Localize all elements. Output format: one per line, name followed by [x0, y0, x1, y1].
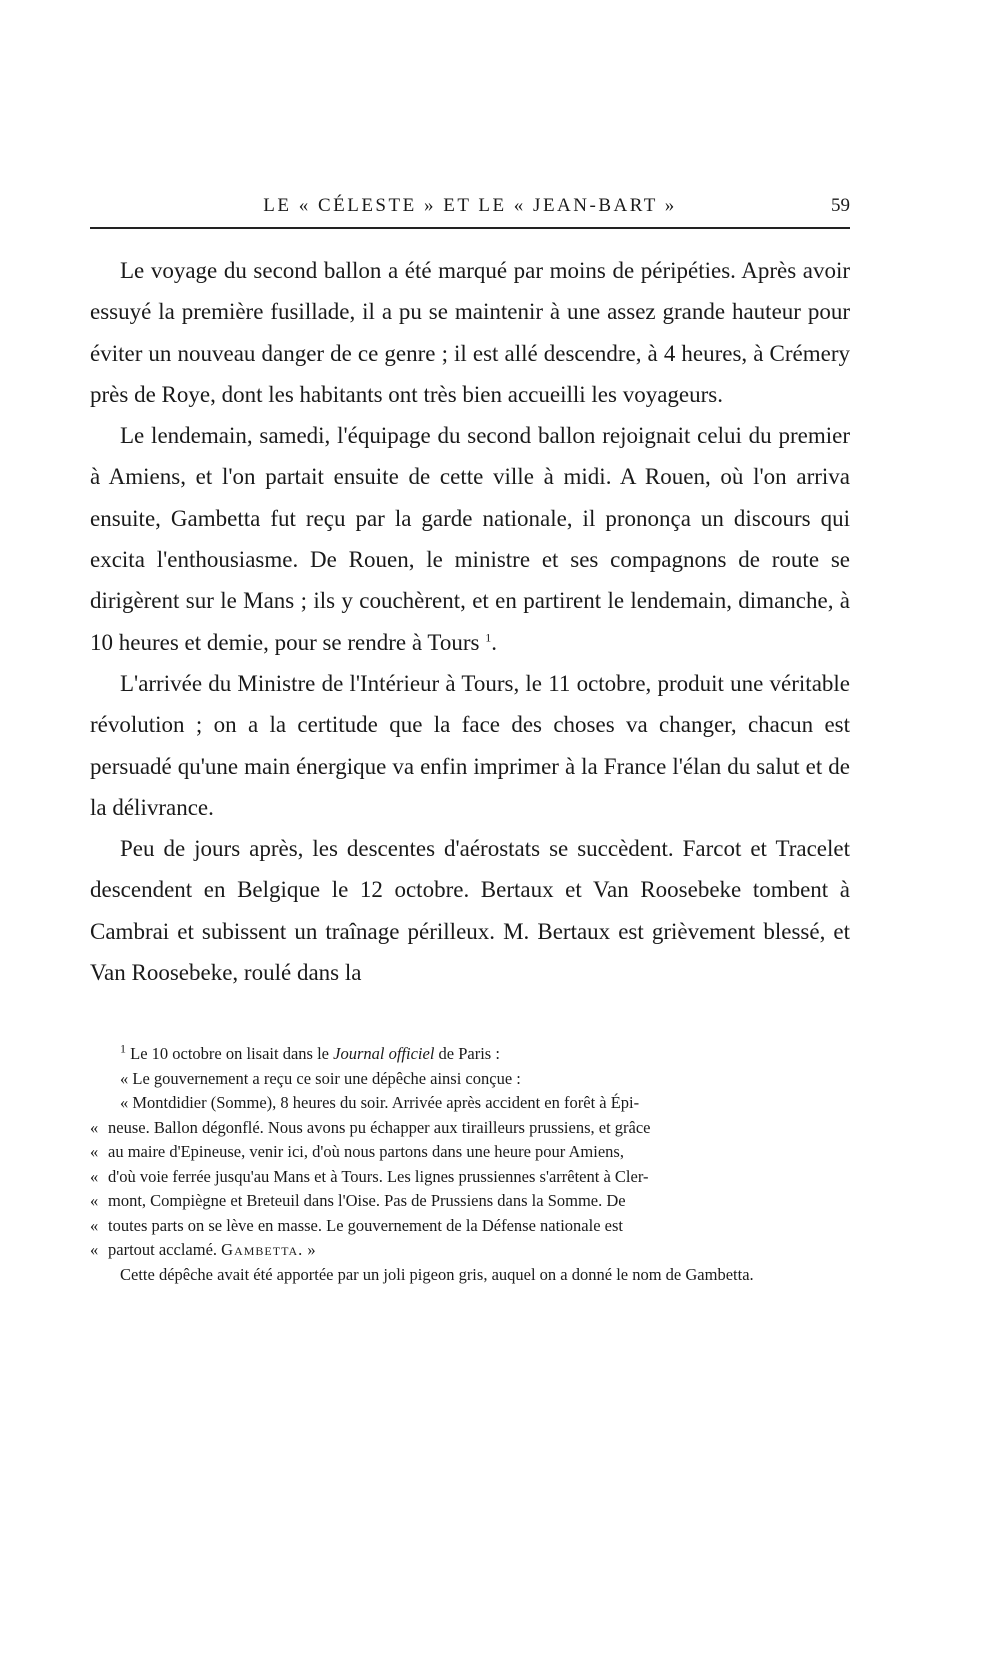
footnote-reference[interactable]: 1	[485, 630, 492, 645]
running-head	[90, 190, 850, 222]
main-text	[90, 250, 850, 993]
footnote-line: « Le gouvernement a reçu ce soir une dépêche ainsi conçue :	[120, 1068, 521, 1088]
paragraph: Peu de jours après, les descentes d'aérostats se succèdent. Farcot et Tracelet descendent en Belgique le 12 octobre. Bertaux et Van Roosebeke tombent à Cambrai et subissent un traînage périlleux. M. Bertaux est grièvement blessé, et Van Roosebeke, roulé dans la	[90, 836, 850, 986]
book-page	[90, 0, 850, 1680]
header-rule	[90, 227, 850, 229]
footnote-quote-line: « au maire d'Epineuse, venir ici, d'où nous partons dans une heure pour Amiens,	[90, 1142, 624, 1161]
footnote-line: « Montdidier (Somme), 8 heures du soir. Arrivée après accident en forêt à Épi-	[120, 1093, 640, 1112]
paragraph: L'arrivée du Ministre de l'Intérieur à Tours, le 11 octobre, produit une véritable révolution ; on a la certitude que la face des choses va changer, chacun est persuadé qu'une main énergique va enfin imprimer à la France l'élan du salut et de la délivrance.	[90, 670, 850, 820]
paragraph: Le lendemain, samedi, l'équipage du second ballon rejoignait celui du premier à Amiens, et l'on partait ensuite de cette ville à midi. A Rouen, où l'on arriva ensuite, Gambetta fut reçu par la garde nationale, il prononça un discours qui excita l'enthousiasme. De Rouen, le ministre et ses compagnons de route se dirigèrent sur le Mans ; ils y couchèrent, et en partirent le lendemain, dimanche, à 10 heures et demie, pour se rendre à Tours $^1$.	[90, 423, 850, 655]
footnote-quote-line: « d'où voie ferrée jusqu'au Mans et à Tours. Les lignes prussiennes s'arrêtent à Cler-	[90, 1166, 649, 1186]
footnotes	[90, 1042, 850, 1287]
footnote-line: Cette dépêche avait été apportée par un joli pigeon gris, auquel on a donné le nom de Gambetta.	[120, 1264, 754, 1284]
running-title: LE « CÉLESTE » ET LE « JEAN-BART »	[263, 195, 677, 216]
footnote-quote-line: « partout acclamé. Gambetta. »	[90, 1240, 316, 1259]
signature: Gambetta.	[221, 1240, 304, 1259]
paragraph: Le voyage du second ballon a été marqué par moins de péripéties. Après avoir essuyé la première fusillade, il a pu se maintenir à une assez grande hauteur pour éviter un nouveau danger de ce genre ; il est allé descendre, à 4 heures, à Crémery près de Roye, dont les habitants ont très bien accueilli les voyageurs.	[90, 258, 850, 407]
footnote-quote-line: « mont, Compiègne et Breteuil dans l'Oise. Pas de Prussiens dans la Somme. De	[90, 1191, 626, 1210]
footnote-marker: 1	[120, 1041, 126, 1056]
footnote-quote-line: « toutes parts on se lève en masse. Le gouvernement de la Défense nationale est	[90, 1215, 623, 1235]
page-number: 59	[831, 195, 850, 216]
journal-title: Journal officiel	[333, 1044, 435, 1063]
footnote-quote-line: « neuse. Ballon dégonflé. Nous avons pu échapper aux tirailleurs prussiens, et grâce	[90, 1117, 651, 1137]
footnote-line: $^1$ Le 10 octobre on lisait dans le Journal officiel de Paris :	[120, 1041, 500, 1063]
